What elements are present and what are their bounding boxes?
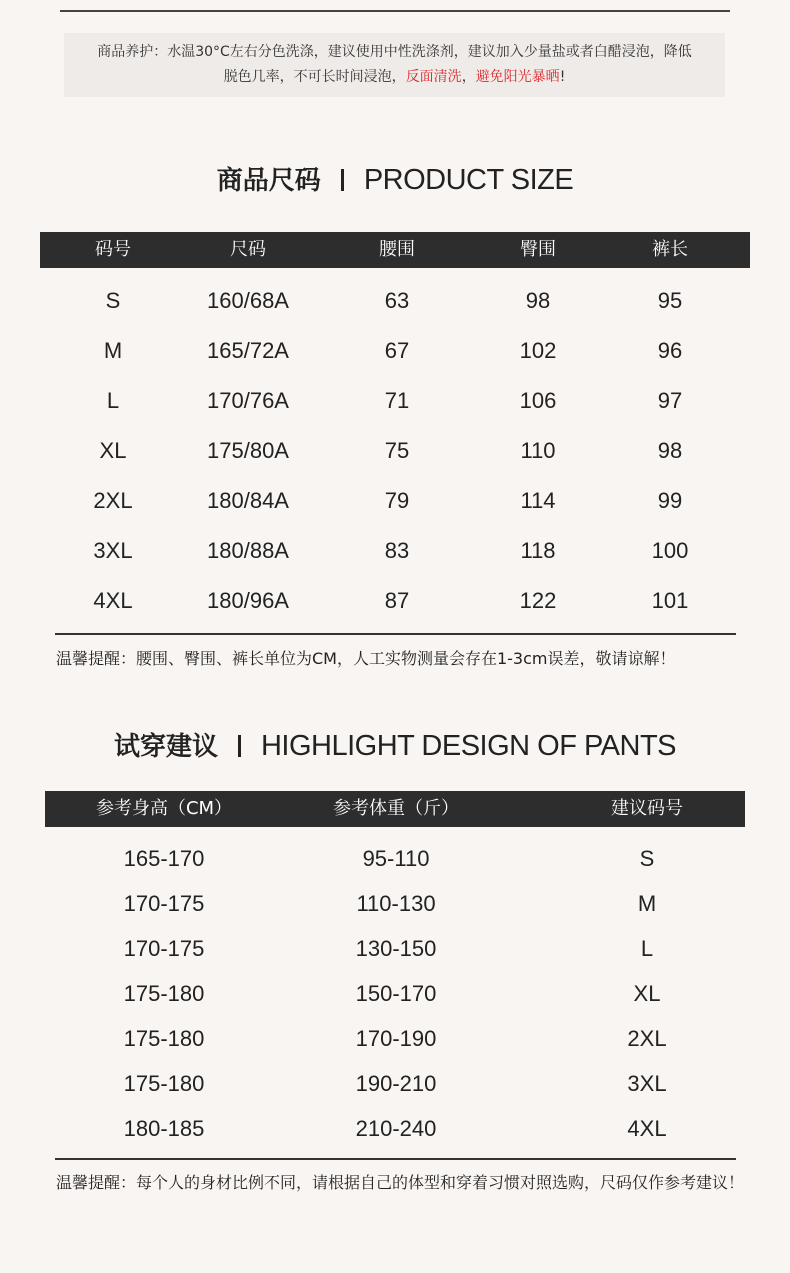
fit-table-cell: 130-150 [355,936,437,961]
table-row [0,1064,790,1104]
size-table-cell: 170/76A [207,388,289,413]
fit-table-cell: 110-130 [356,891,436,916]
size-table-cell: 2XL [93,488,133,513]
fit-table-cell: 170-175 [123,936,205,961]
size-table-cell: 83 [384,538,410,563]
size-table-cell: 102 [519,338,557,363]
fit-table-cell: 190-210 [355,1071,437,1096]
size-table-header-cell: 码号 [95,239,131,260]
table-row [0,884,790,924]
care-line-1: 商品养护：水温30°C左右分色洗涤，建议使用中性洗涤剂，建议加入少量盐或者白醋浸泡，降低 [97,44,692,60]
size-table-cell: 180/96A [207,588,289,613]
fit-table-cell: 175-180 [123,981,205,1006]
fit-table-bottom-rule [55,1158,736,1160]
care-instructions [64,33,725,97]
size-table-cell: 4XL [93,588,133,613]
table-row [0,974,790,1014]
fit-table-cell: L [640,936,654,961]
size-table-header-cell: 裤长 [652,239,688,260]
title-bar [238,735,241,757]
size-table-cell: 160/68A [207,288,289,313]
size-table-bottom-rule [55,633,736,635]
size-table-header [40,232,750,268]
size-table-cell: 3XL [93,538,133,563]
care-separator: ， [461,69,476,85]
table-row [0,481,790,521]
care-end: ! [559,69,566,85]
size-table-cell: 97 [657,388,683,413]
size-table-cell: 165/72A [207,338,289,363]
care-text: 脱色几率，不可长时间浸泡， [223,69,406,85]
size-table-cell: L [106,388,120,413]
fit-table-cell: 180-185 [123,1116,205,1141]
size-table-header-cell: 尺码 [230,239,266,260]
fit-table-cell: 150-170 [355,981,437,1006]
table-row [0,431,790,471]
fit-note: 温馨提醒：每个人的身材比例不同，请根据自己的体型和穿着习惯对照选购，尺码仅作参考建议！ [56,1173,745,1192]
size-table-cell: M [103,338,123,363]
table-row [0,1019,790,1059]
fit-table-header-cell: 参考体重（斤） [333,798,459,819]
fit-table-cell: 3XL [627,1071,667,1096]
size-table-cell: 101 [651,588,689,613]
size-table-cell: 95 [657,288,683,313]
fit-table-cell: 175-180 [123,1026,205,1051]
size-table-cell: 122 [519,588,557,613]
fit-table-cell: 170-175 [123,891,205,916]
size-table-header-cell: 腰围 [379,239,415,260]
size-note: 温馨提醒：腰围、臀围、裤长单位为CM，人工实物测量会存在1-3cm误差，敬请谅解！ [56,649,676,668]
size-table-cell: 96 [657,338,683,363]
table-row [0,331,790,371]
table-row [0,381,790,421]
size-table-cell: S [105,288,121,313]
table-row [0,281,790,321]
table-row [0,1109,790,1149]
size-table-cell: 118 [520,538,556,563]
fit-table-cell: 2XL [627,1026,667,1051]
size-table-cell: 71 [384,388,410,413]
size-table-cell: 63 [384,288,410,313]
fit-section-title [0,726,790,763]
size-title-en: PRODUCT SIZE [363,164,574,196]
fit-table-cell: 95-110 [362,846,430,871]
size-table-cell: 79 [384,488,410,513]
size-table-cell: 87 [384,588,410,613]
size-table-cell: 98 [657,438,683,463]
size-table-cell: 67 [384,338,410,363]
care-highlight-wash-inside-out: 反面清洗 [405,69,462,85]
size-table-cell: 100 [651,538,689,563]
fit-title-en: HIGHLIGHT DESIGN OF PANTS [260,730,677,762]
fit-table-cell: XL [633,981,661,1006]
fit-table-cell: S [639,846,655,871]
fit-table-cell: 165-170 [123,846,205,871]
fit-table-header [45,791,745,827]
size-section-title [0,160,790,197]
size-table-cell: XL [99,438,127,463]
size-table-cell: 114 [520,488,556,513]
fit-table-cell: 175-180 [123,1071,205,1096]
fit-table-cell: M [637,891,657,916]
size-table-cell: 106 [519,388,557,413]
fit-table-header-cell: 建议码号 [611,798,683,819]
size-table-cell: 110 [520,438,556,463]
size-table-cell: 75 [384,438,410,463]
title-bar [341,169,344,191]
size-table-cell: 99 [657,488,683,513]
table-row [0,839,790,879]
fit-table-cell: 210-240 [355,1116,437,1141]
size-title-cn: 商品尺码 [216,166,321,196]
fit-table-cell: 4XL [627,1116,667,1141]
care-line-2 [74,65,715,90]
fit-table-cell: 170-190 [355,1026,437,1051]
fit-title-cn: 试穿建议 [113,732,218,762]
table-row [0,929,790,969]
fit-table-header-cell: 参考身高（CM） [95,798,233,819]
size-table-header-cell: 臀围 [520,239,556,260]
size-table-cell: 180/88A [207,538,289,563]
size-table-cell: 180/84A [207,488,289,513]
table-row [0,531,790,571]
care-highlight-avoid-sun: 避免阳光暴晒 [475,69,560,85]
size-table-cell: 98 [525,288,551,313]
size-table-cell: 175/80A [207,438,289,463]
table-row [0,581,790,621]
top-divider [60,10,730,12]
